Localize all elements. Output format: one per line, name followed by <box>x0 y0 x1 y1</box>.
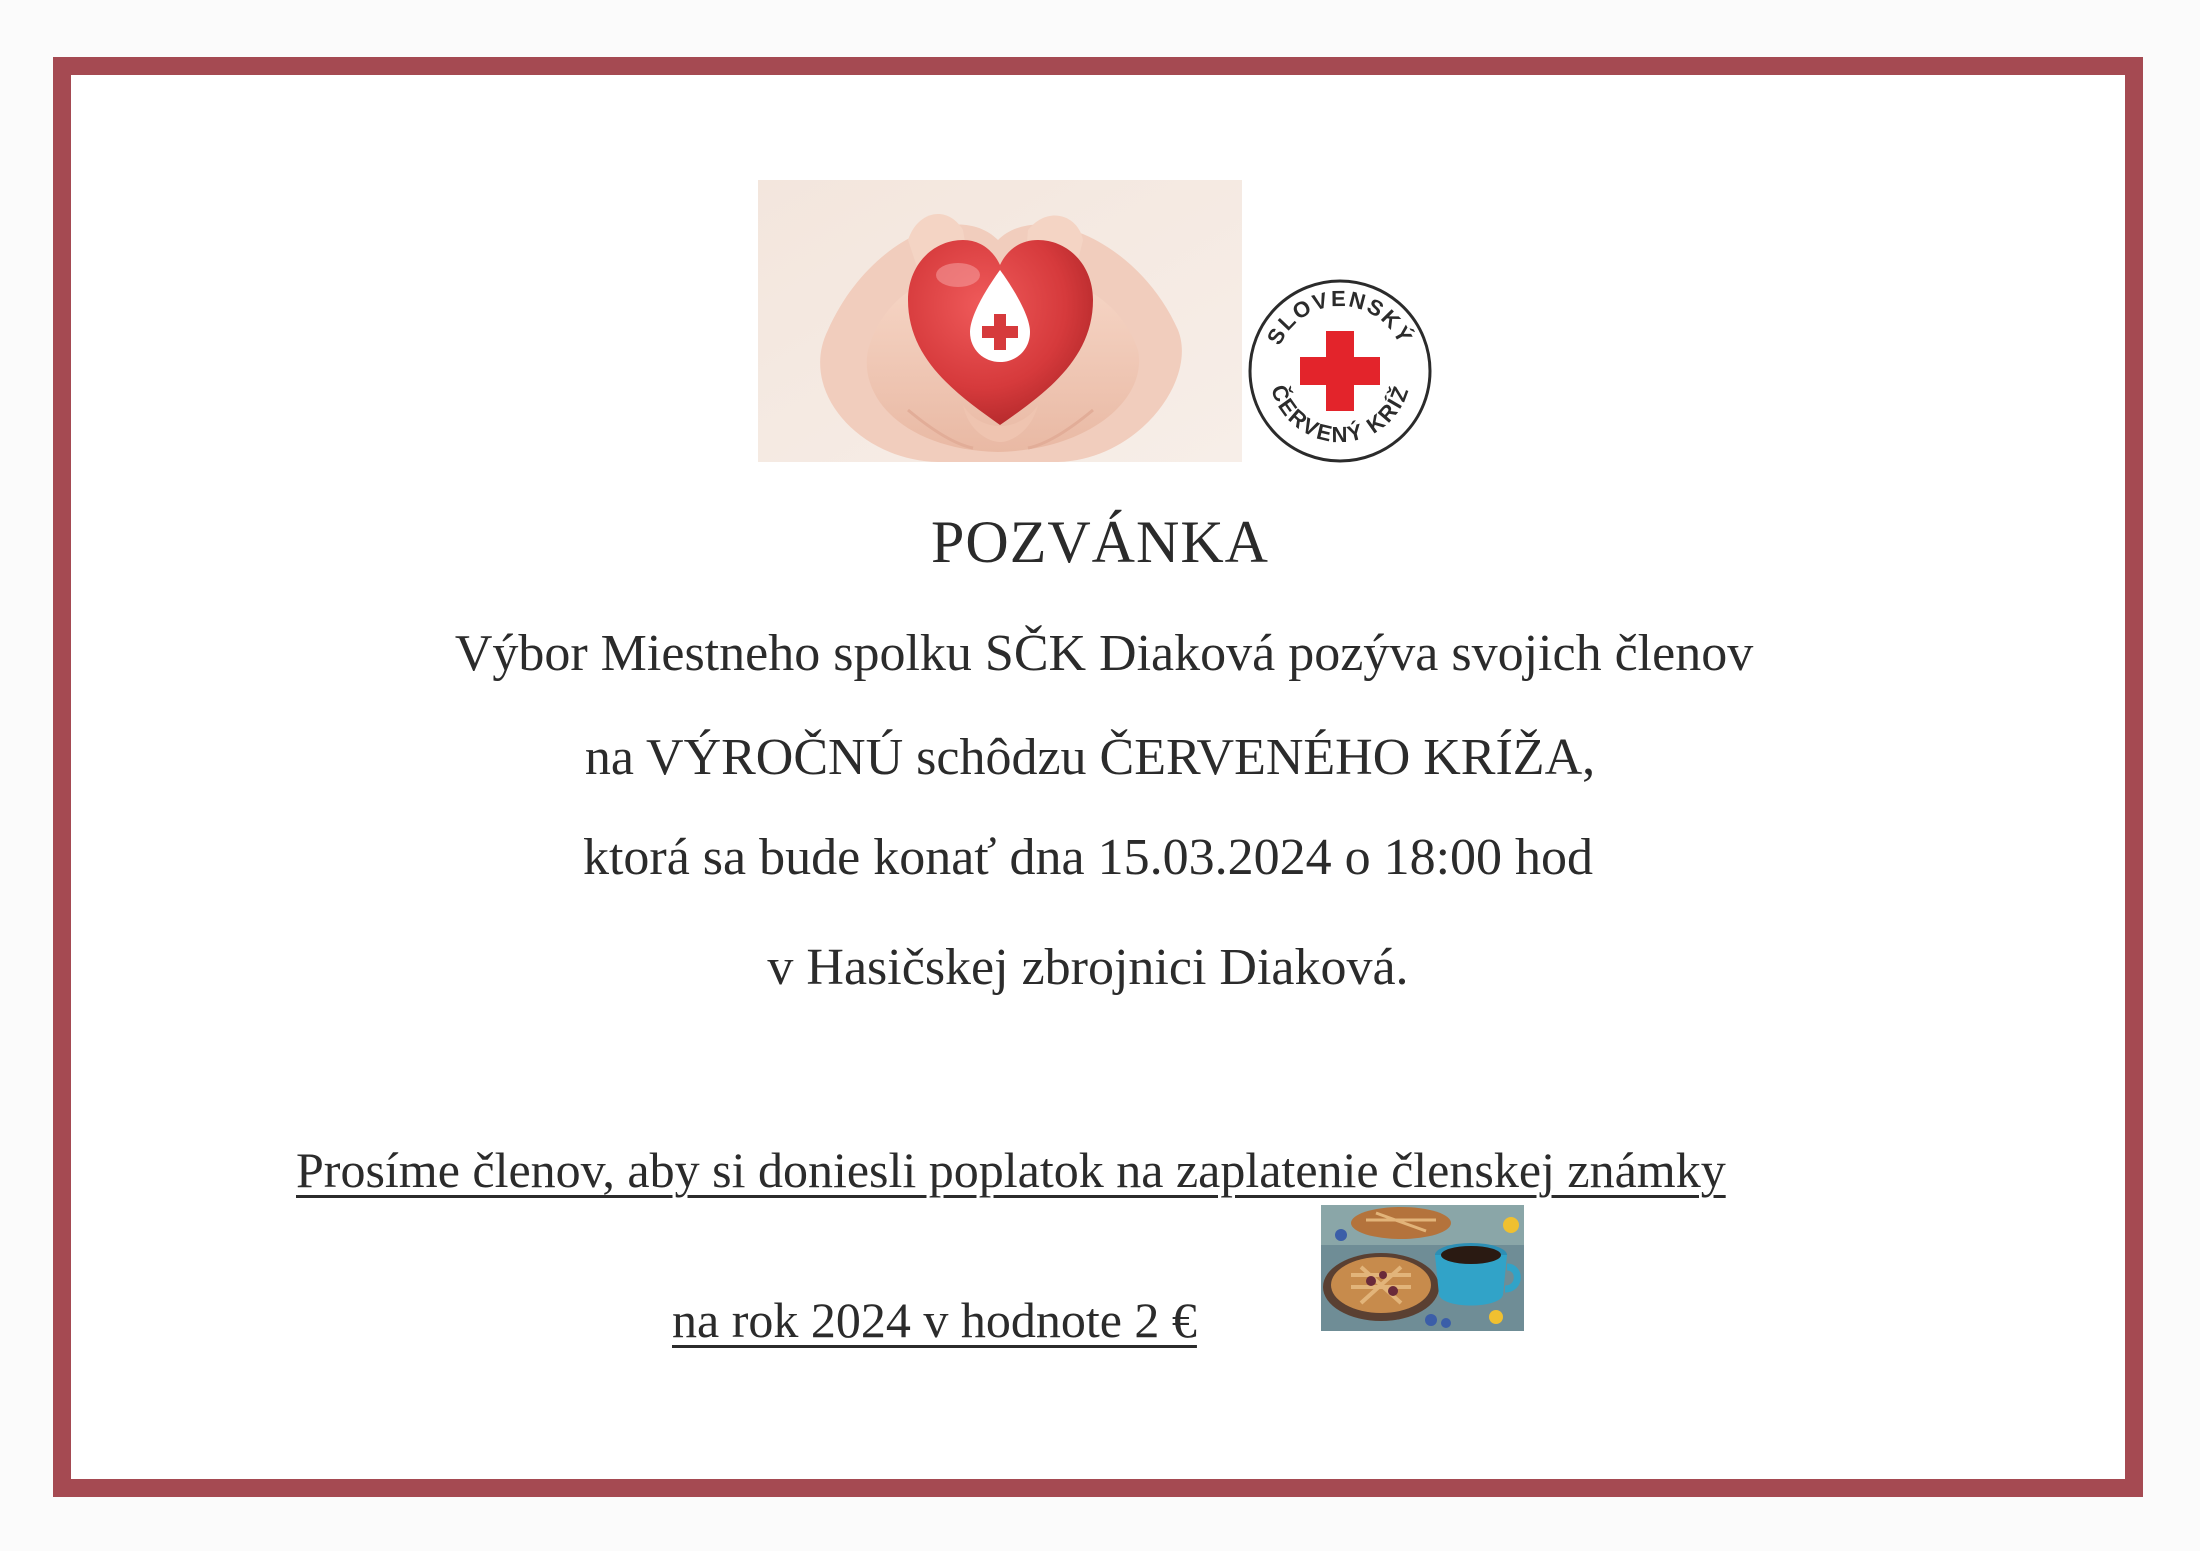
fee-note-line-2: na rok 2024 v hodnote 2 € <box>672 1292 1197 1348</box>
invitation-title: POZVÁNKA <box>931 509 1269 575</box>
invitation-line-4: v Hasičskej zbrojnici Diaková. <box>767 939 1409 996</box>
fee-note-line-1: Prosíme členov, aby si doniesli poplatok na zaplatenie členskej známky <box>296 1142 1726 1198</box>
slovak-red-cross-logo <box>1245 276 1435 466</box>
invitation-line-2: na VÝROČNÚ schôdzu ČERVENÉHO KRÍŽA, <box>584 729 1596 786</box>
logo-text-bottom: ČERVENÝ KRÍŽ <box>1265 381 1414 448</box>
invitation-line-1: Výbor Miestneho spolku SČK Diaková pozýva svojich členov <box>454 625 1754 682</box>
logo-text-top: SLOVENSKÝ <box>1261 285 1419 349</box>
invitation-line-3: ktorá sa bude konať dna 15.03.2024 o 18:00 hod <box>582 829 1594 886</box>
hands-heart-photo <box>758 180 1242 462</box>
coffee-cake-photo <box>1321 1205 1524 1331</box>
